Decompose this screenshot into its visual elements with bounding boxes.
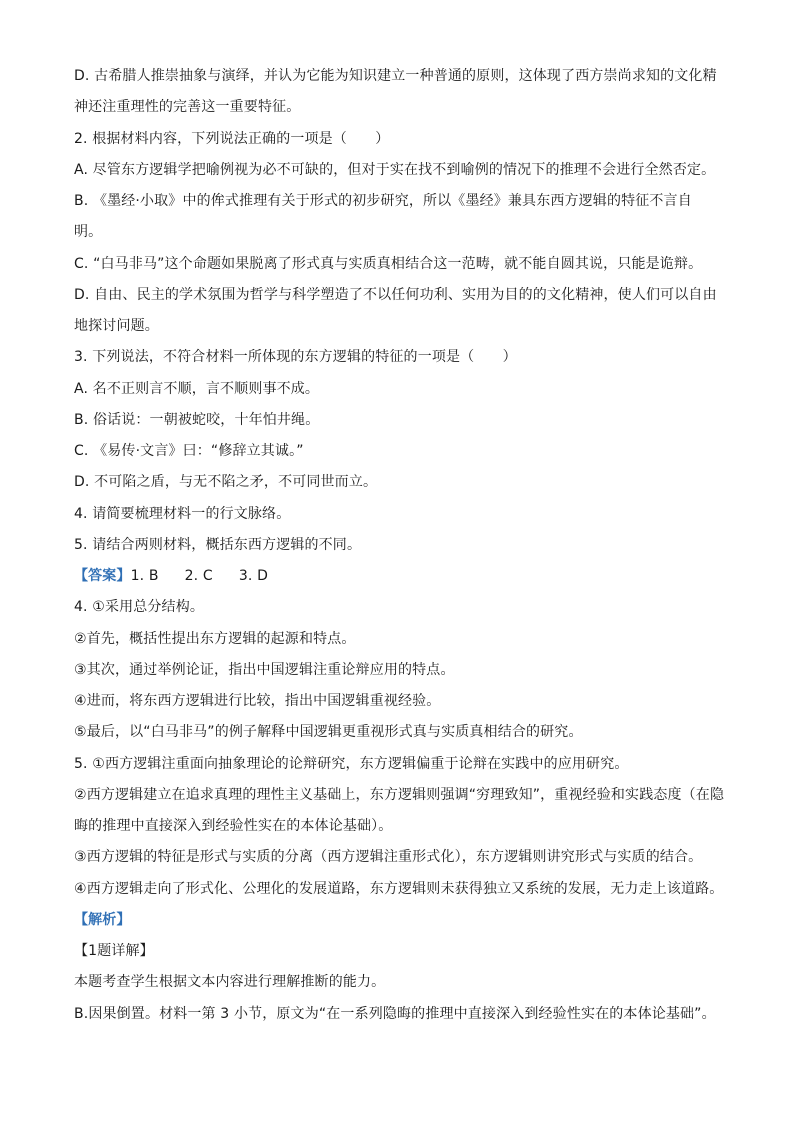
answer-5-point-1: 5. ①西方逻辑注重面向抽象理论的论辩研究，东方逻辑偏重于论辩在实践中的应用研究。 bbox=[74, 756, 629, 772]
question-5-stem: 5. 请结合两则材料，概括东西方逻辑的不同。 bbox=[74, 537, 362, 553]
detail-1-heading: 【1题详解】 bbox=[74, 943, 154, 959]
question-3-stem: 3. 下列说法，不符合材料一所体现的东方逻辑的特征的一项是（ ） bbox=[74, 349, 517, 365]
option-2c: C. “白马非马”这个命题如果脱离了形式真与实质真相结合这一范畴，就不能自圆其说，只能是诡辩。 bbox=[74, 256, 703, 272]
answer-4-point-2: ②首先，概括性提出东方逻辑的起源和特点。 bbox=[74, 631, 356, 647]
option-3d: D. 不可陷之盾，与无不陷之矛，不可同世而立。 bbox=[74, 474, 378, 490]
option-2a: A. 尽管东方逻辑学把喻例视为必不可缺的，但对于实在找不到喻例的情况下的推理不会进行全然否定。 bbox=[74, 162, 716, 178]
answer-item-2: 2. C bbox=[184, 568, 213, 584]
answer-5-point-2-line1: ②西方逻辑建立在追求真理的理性主义基础上，东方逻辑则强调“穷理致知”，重视经验和实践态度（在隐 bbox=[74, 787, 725, 803]
option-3a: A. 名不正则言不顺，言不顺则事不成。 bbox=[74, 381, 320, 397]
option-2b-line2: 明。 bbox=[74, 224, 103, 240]
answer-4-point-1: 4. ①采用总分结构。 bbox=[74, 599, 205, 615]
option-2d-line2: 地探讨问题。 bbox=[74, 318, 159, 334]
option-3b: B. 俗话说：一朝被蛇咬，十年怕井绳。 bbox=[74, 412, 320, 428]
detail-1-intro: 本题考查学生根据文本内容进行理解推断的能力。 bbox=[74, 974, 386, 990]
question-4-stem: 4. 请简要梳理材料一的行文脉络。 bbox=[74, 506, 291, 522]
answer-4-point-4: ④进而，将东西方逻辑进行比较，指出中国逻辑重视经验。 bbox=[74, 693, 441, 709]
option-2d-line1: D. 自由、民主的学术氛围为哲学与科学塑造了不以任何功利、实用为目的的文化精神，使人们可以自由 bbox=[74, 287, 717, 303]
answer-item-1: 1. B bbox=[130, 568, 159, 584]
analysis-heading bbox=[74, 910, 724, 930]
answer-label: 【答案】 bbox=[74, 568, 131, 584]
option-3c: C. 《易传·文言》曰：“修辞立其诚。” bbox=[74, 443, 304, 459]
answer-5-point-4: ④西方逻辑走向了形式化、公理化的发展道路，东方逻辑则未获得独立又系统的发展，无力走上该道路。 bbox=[74, 881, 724, 897]
answer-row bbox=[74, 566, 724, 586]
analysis-label: 【解析】 bbox=[74, 912, 131, 928]
detail-1-option-b: B.因果倒置。材料一第 3 小节，原文为“在一系列隐晦的推理中直接深入到经验性实在的本体论基础”。 bbox=[74, 1006, 716, 1022]
question-2-stem: 2. 根据材料内容，下列说法正确的一项是（ ） bbox=[74, 131, 390, 147]
option-2b-line1: B. 《墨经·小取》中的侔式推理有关于形式的初步研究，所以《墨经》兼具东西方逻辑的特征不言自 bbox=[74, 193, 692, 209]
answer-4-point-5: ⑤最后，以“白马非马”的例子解释中国逻辑更重视形式真与实质真相结合的研究。 bbox=[74, 724, 583, 740]
option-1d-text-line1: D. 古希腊人推崇抽象与演绎，并认为它能为知识建立一种普通的原则，这体现了西方崇尚求知的文化精 bbox=[74, 68, 717, 84]
answer-4-point-3: ③其次，通过举例论证，指出中国逻辑注重论辩应用的特点。 bbox=[74, 662, 455, 678]
answer-5-point-3: ③西方逻辑的特征是形式与实质的分离（西方逻辑注重形式化），东方逻辑则讲究形式与实质的结合。 bbox=[74, 849, 703, 865]
option-1d-text-line2: 神还注重理性的完善这一重要特征。 bbox=[74, 99, 301, 115]
answer-5-point-2-line2: 晦的推理中直接深入到经验性实在的本体论基础）。 bbox=[74, 818, 393, 834]
answer-item-3: 3. D bbox=[238, 568, 269, 584]
